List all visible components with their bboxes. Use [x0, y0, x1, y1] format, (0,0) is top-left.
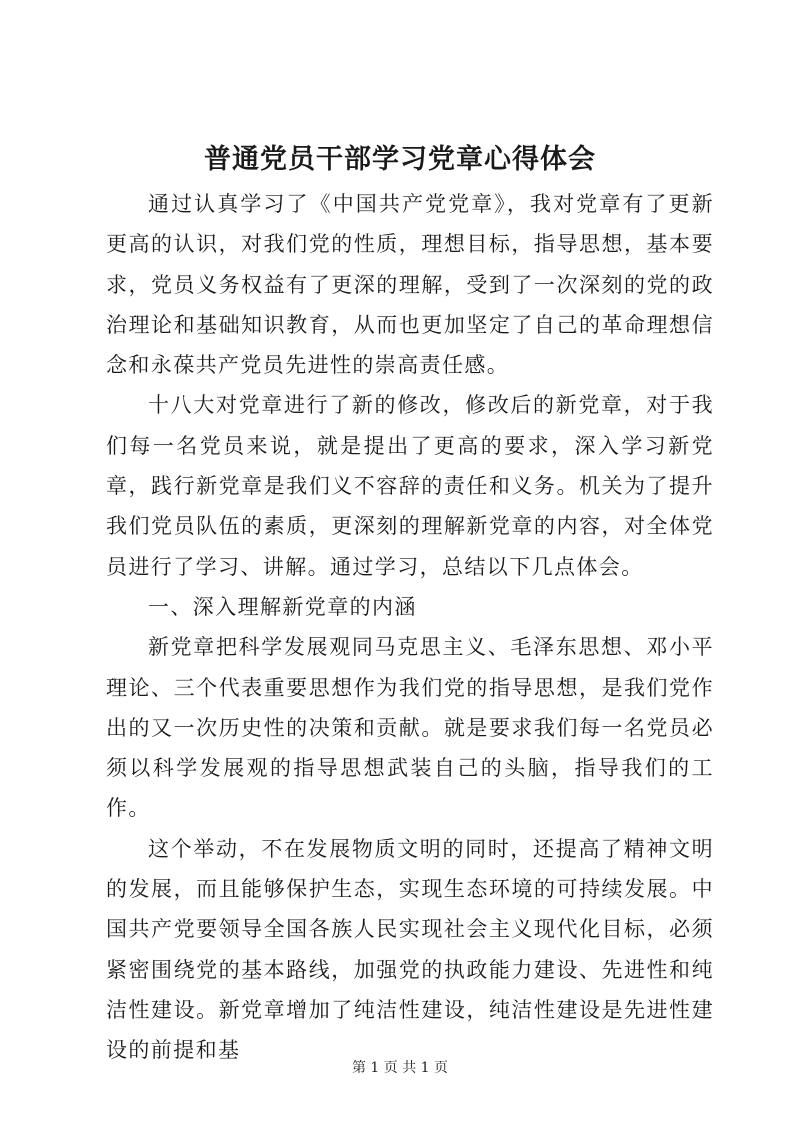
document-title: 普通党员干部学习党章心得体会	[204, 144, 596, 175]
paragraph-guiding-thought: 新党章把科学发展观同马克思主义、毛泽东思想、邓小平理论、三个代表重要思想作为我们党的指导思想，是我们党作出的又一次历史性的决策和贡献。就是要求我们每一名党员必须以科学发展观的指导思想武装自己的头脑，指导我们的工作。	[106, 635, 714, 821]
paragraph-18th-congress: 十八大对党章进行了新的修改，修改后的新党章，对于我们每一名党员来说，就是提出了更高的要求，深入学习新党章，践行新党章是我们义不容辞的责任和义务。机关为了提升我们党员队伍的素质，更深刻的理解新党章的内容，对全体党员进行了学习、讲解。通过学习，总结以下几点体会。	[106, 393, 714, 579]
page-footer: 第 1 页 共 1 页	[351, 1060, 449, 1076]
section-heading-1: 一、深入理解新党章的内涵	[148, 594, 417, 619]
paragraph-intro: 通过认真学习了《中国共产党党章》，我对党章有了更新更高的认识，对我们党的性质，理想目标，指导思想，基本要求，党员义务权益有了更深的理解，受到了一次深刻的党的政治理论和基础知识教育，从而也更加坚定了自己的革命理想信念和永葆共产党员先进性的崇高责任感。	[106, 192, 714, 378]
paragraph-development: 这个举动，不在发展物质文明的同时，还提高了精神文明的发展，而且能够保护生态，实现生态环境的可持续发展。中国共产党要领导全国各族人民实现社会主义现代化目标，必须紧密围绕党的基本路线，加强党的执政能力建设、先进性和纯洁性建设。新党章增加了纯洁性建设，纯洁性建设是先进性建设的前提和基	[106, 836, 714, 1063]
document-body	[106, 184, 714, 1071]
